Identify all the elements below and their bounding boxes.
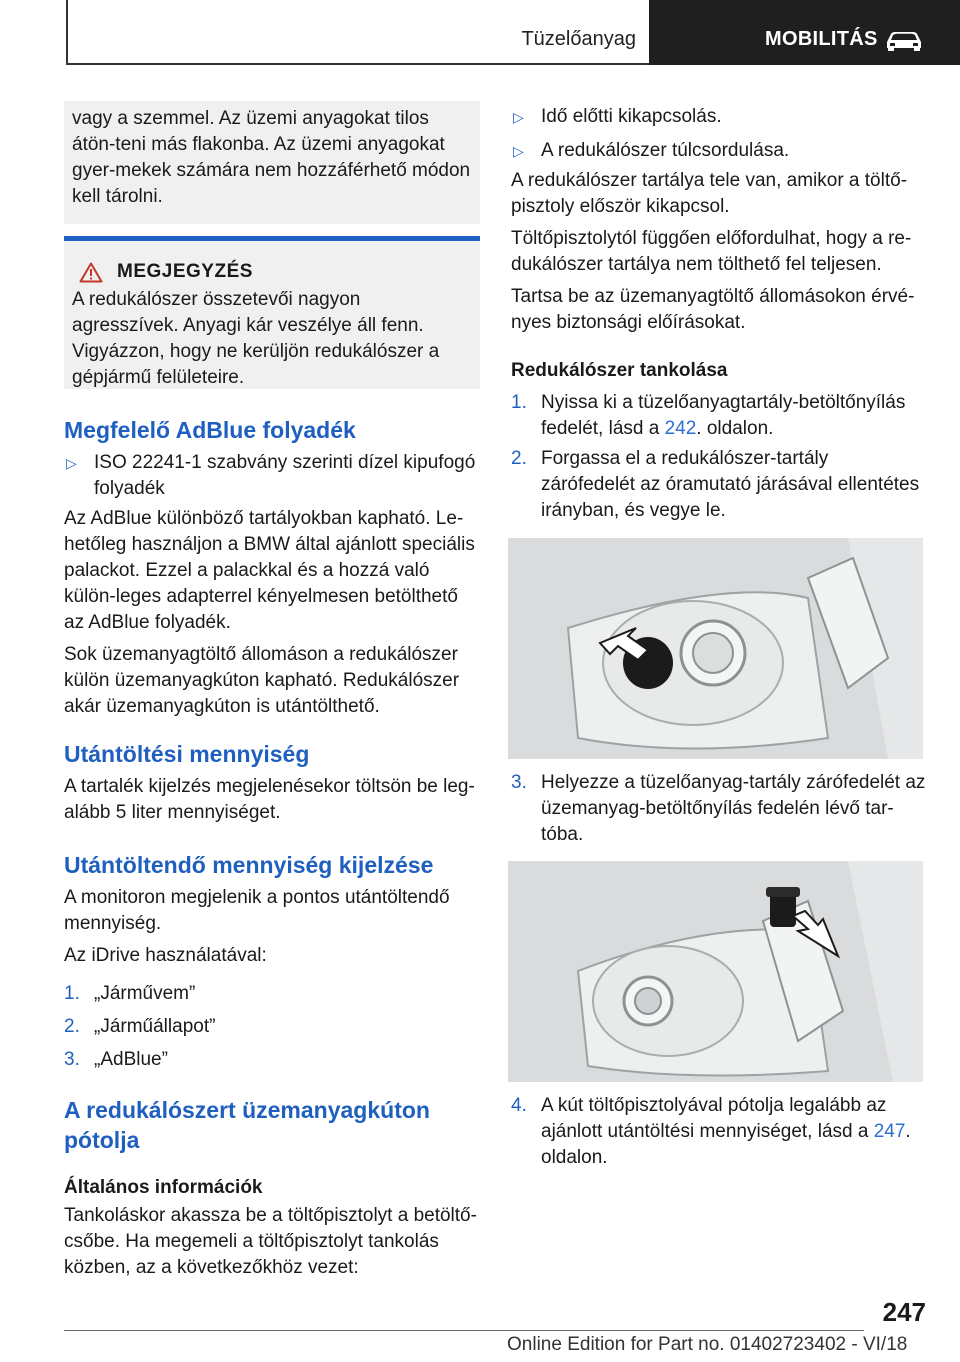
note-box <box>64 236 480 389</box>
list-item <box>511 138 926 164</box>
subheading-general-info: Általános információk <box>64 1177 263 1198</box>
footer-rule <box>64 1330 864 1331</box>
heading-refill-display: Utántöltendő mennyiség kijelzése <box>64 852 434 878</box>
triangle-bullet-icon: ▷ <box>66 455 77 471</box>
step-number: 3. <box>64 1049 80 1070</box>
subheading-refuel-reductant: Redukálószer tankolása <box>511 360 728 381</box>
bullet-text: A redukálószer túlcsordulása. <box>541 140 790 161</box>
list-item <box>511 390 926 442</box>
note-header <box>72 261 472 283</box>
page-link-242[interactable]: 242 <box>664 418 697 439</box>
display-section <box>64 885 482 1073</box>
step-1-suffix: . oldalon. <box>696 418 774 439</box>
refill-amount-text: A tartalék kijelzés megjelenésekor töltsön be leg-alább 5 liter mennyiséget. <box>64 776 475 823</box>
right-paragraph-2: Töltőpisztolytól függően előfordulhat, hogy a re-dukálószer tartálya nem tölthető fel teljesen. <box>511 228 912 275</box>
list-item <box>511 770 926 848</box>
step-text: „Járműállapot” <box>94 1016 216 1037</box>
chapter-title: Tüzelőanyag <box>521 28 636 50</box>
step-text: Forgassa el a redukálószer-tartály zárófedelét az óramutató járásával ellentétes irányban, és vegye le. <box>541 448 920 521</box>
step-text: Helyezze a tüzelőanyag-tartály zárófedelét az üzemanyag-betöltőnyílás fedelén lévő tar-tóba. <box>541 772 926 845</box>
note-title: MEGJEGYZÉS <box>117 261 253 282</box>
right-paragraph-1: A redukálószer tartálya tele van, amikor a töltő-pisztoly először kikapcsol. <box>511 170 908 217</box>
step-number: 2. <box>511 448 527 469</box>
continued-warning-text: vagy a szemmel. Az üzemi anyagokat tilos átön-teni más flakonba. Az üzemi anyagokat gyer-mekek számára nem hozzáférhető módon kell tárolni. <box>72 108 471 207</box>
list-item <box>511 104 926 130</box>
step-number: 3. <box>511 772 527 793</box>
adblue-section <box>64 450 482 720</box>
step-number: 1. <box>511 392 527 413</box>
refuel-step-4 <box>511 1093 926 1171</box>
triangle-bullet-icon: ▷ <box>513 143 524 159</box>
refuel-steps-1-2 <box>511 390 926 524</box>
fuel-flap-illustration <box>508 861 923 1082</box>
step-4-text: A kút töltőpisztolyával pótolja legalább az ajánlott utántöltési mennyiséget, lásd a <box>541 1095 887 1142</box>
step-text <box>541 390 926 442</box>
step-number: 4. <box>511 1095 527 1116</box>
warning-triangle-icon <box>79 262 103 283</box>
page-link-247[interactable]: 247 <box>873 1121 906 1142</box>
step-number: 2. <box>64 1016 80 1037</box>
idrive-steps <box>64 981 482 1073</box>
bullet-text: Idő előtti kikapcsolás. <box>541 106 722 127</box>
list-item <box>511 1093 926 1171</box>
adblue-paragraph-2: Sok üzemanyagtöltő állomáson a redukálószer külön üzemanyagkúton kapható. Redukálószer akár üzemanyagkúton is utántölthető. <box>64 644 460 717</box>
heading-suitable-adblue: Megfelelő AdBlue folyadék <box>64 417 356 443</box>
right-paragraph-3: Tartsa be az üzemanyagtöltő állomásokon érvé-nyes biztonsági előírásokat. <box>511 286 915 333</box>
step-text <box>541 1093 926 1171</box>
display-paragraph-2: Az iDrive használatával: <box>64 945 267 966</box>
adblue-bullet-text: ISO 22241-1 szabvány szerinti dízel kipufogó folyadék <box>94 452 476 499</box>
header-rule-bottom <box>66 63 649 65</box>
step-text: „AdBlue” <box>94 1049 168 1070</box>
step-text: „Járművem” <box>94 983 196 1004</box>
heading-refill-at-pump: A redukálószert üzemanyagkúton pótolja <box>64 1097 430 1153</box>
fuel-cap-removal-image <box>508 538 923 759</box>
edition-footer: Online Edition for Part no. 01402723402 - VI/18 <box>507 1334 908 1355</box>
step-4-suffix: . oldalon. <box>541 1121 911 1168</box>
display-paragraph-1: A monitoron megjelenik a pontos utántöltendő mennyiség. <box>64 887 450 934</box>
adblue-paragraph-1: Az AdBlue különböző tartályokban kapható. Le-hetőleg használjon a BMW által ajánlott speciális palackot. Ezzel a palackkal és a hozzá való külön-leges adapterrel kényelmesen betölthető az AdBlue folyadék. <box>64 508 475 633</box>
list-item <box>64 1014 482 1040</box>
page-number: 247 <box>882 1297 926 1327</box>
triangle-bullet-icon: ▷ <box>513 109 524 125</box>
list-item <box>64 450 482 502</box>
step-number: 1. <box>64 983 80 1004</box>
fuel-cap-holder-image <box>508 861 923 1082</box>
refuel-step-3 <box>511 770 926 848</box>
fuel-flap-illustration <box>508 538 923 759</box>
general-info-text: Tankoláskor akassza be a töltőpisztolyt a betöltő-csőbe. Ha megemeli a töltőpisztolyt tankolás közben, az a következőkhöz vezet: <box>64 1205 477 1278</box>
note-text: A redukálószer összetevői nagyon agresszívek. Anyagi kár veszélye áll fenn. Vigyázzon, hogy ne kerüljön redukálószer a gépjármű felületeire. <box>72 289 440 388</box>
list-item <box>511 446 926 524</box>
continued-warning-box <box>64 101 480 224</box>
list-item <box>64 981 482 1007</box>
right-column-text <box>511 104 926 336</box>
heading-refill-amount: Utántöltési mennyiség <box>64 741 310 767</box>
car-icon <box>884 29 924 51</box>
list-item <box>64 1047 482 1073</box>
step-1-text: Nyissa ki a tüzelőanyagtartály-betöltőnyílás fedelét, lásd a <box>541 392 906 439</box>
section-title: MOBILITÁS <box>765 28 878 50</box>
